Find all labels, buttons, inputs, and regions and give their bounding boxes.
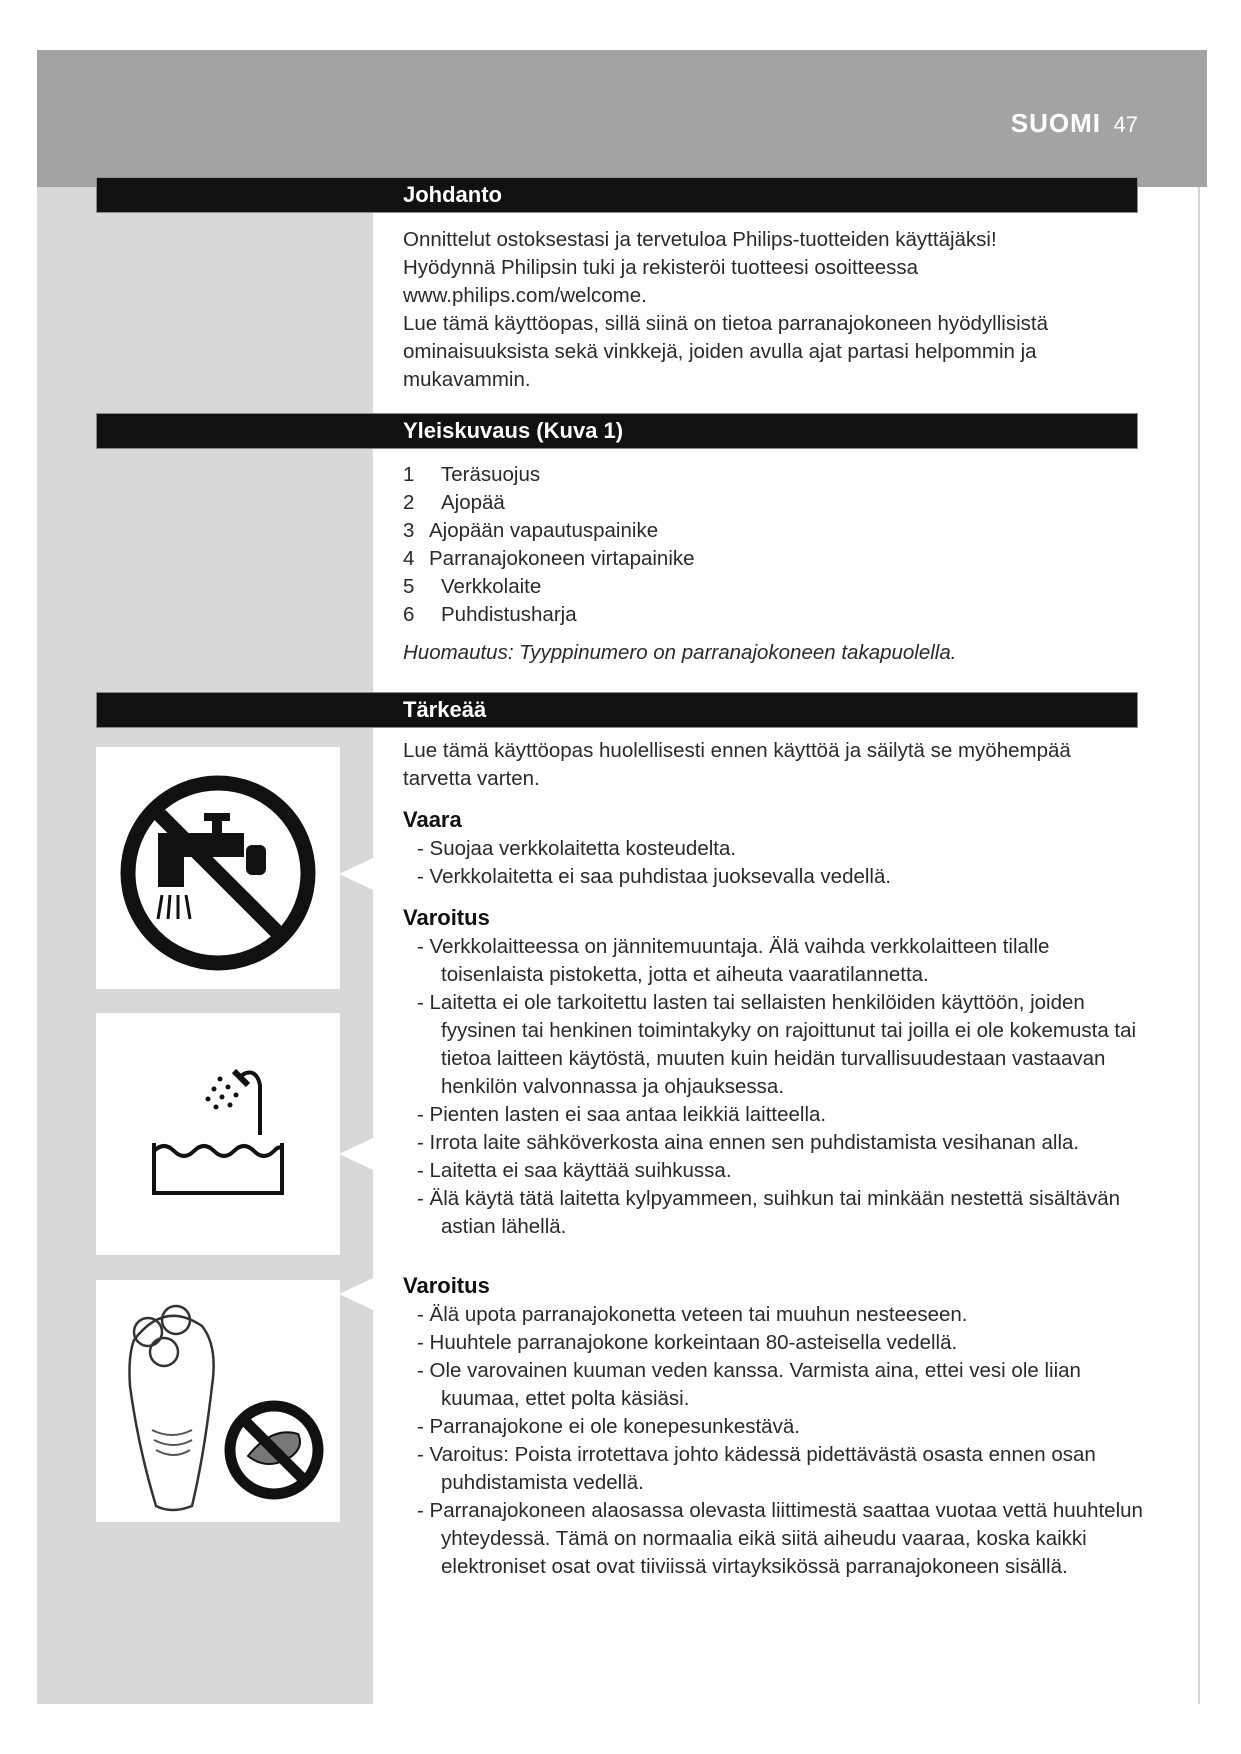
item-label: Parranajokoneen virtapainike xyxy=(429,547,695,570)
section-title: Yleiskuvaus (Kuva 1) xyxy=(403,418,624,443)
list-item: - Parranajokone ei ole konepesunkestävä. xyxy=(403,1413,1143,1441)
list-item: - Huuhtele parranajokone korkeintaan 80-asteisella vedellä. xyxy=(403,1329,1143,1357)
section-header-overview xyxy=(96,413,1138,449)
right-margin-rule xyxy=(1198,187,1200,1704)
list-item: - Älä käytä tätä laitetta kylpyammeen, suihkun tai minkään nestettä sisältävän astian lähellä. xyxy=(403,1185,1143,1241)
list-item xyxy=(403,545,1143,573)
shaver-icon xyxy=(96,1280,340,1522)
intro-line: Onnittelut ostoksestasi ja tervetuloa Philips-tuotteiden käyttäjäksi! xyxy=(403,228,997,251)
item-label: Ajopää xyxy=(441,491,505,514)
list-item xyxy=(403,517,1143,545)
overview-text xyxy=(403,461,1143,667)
danger-heading: Vaara xyxy=(403,807,462,832)
item-number: 3 xyxy=(403,519,415,542)
page-number: 47 xyxy=(1113,112,1138,137)
section-title: Johdanto xyxy=(403,182,502,207)
list-item xyxy=(403,461,1143,489)
item-label: Puhdistusharja xyxy=(441,603,577,626)
list-item: - Laitetta ei saa käyttää suihkussa. xyxy=(403,1157,1143,1185)
language-label: SUOMI xyxy=(1010,108,1101,138)
list-item xyxy=(403,601,1143,629)
list-item: - Älä upota parranajokonetta veteen tai muuhun nesteeseen. xyxy=(403,1301,1143,1329)
list-item xyxy=(403,489,1143,517)
item-label: Verkkolaite xyxy=(441,575,542,598)
item-number: 6 xyxy=(403,603,415,626)
type-number-note: Huomautus: Tyyppinumero on parranajokoneen takapuolella. xyxy=(403,641,957,664)
warning-heading: Varoitus xyxy=(403,905,490,930)
item-number: 1 xyxy=(403,463,415,486)
pointer-notch xyxy=(339,1138,373,1170)
list-item: - Varoitus: Poista irrotettava johto kädessä pidettävästä osasta ennen osan puhdistamista vedellä. xyxy=(403,1441,1143,1497)
list-item: - Irrota laite sähköverkosta aina ennen sen puhdistamista vesihanan alla. xyxy=(403,1129,1143,1157)
bath-shower-icon xyxy=(96,1013,340,1255)
list-item: - Laitetta ei ole tarkoitettu lasten tai sellaisten henkilöiden käyttöön, joiden fyysinen tai henkinen toimintakyky on rajoittunut tai joilla ei ole kokemusta tai tietoa laitteen käytöstä, muuten kuin heidän turvallisuudestaan vastaavan henkilön valvonnassa ja ohjauksessa. xyxy=(403,989,1143,1101)
parts-list xyxy=(403,461,1143,629)
intro-line: Lue tämä käyttöopas, sillä siinä on tietoa parranajokoneen hyödyllisistä xyxy=(403,312,1048,335)
important-intro-line: Lue tämä käyttöopas huolellisesti ennen käyttöä ja säilytä se myöhempää xyxy=(403,739,1071,762)
intro-line: www.philips.com/welcome. xyxy=(403,284,647,307)
list-item: - Suojaa verkkolaitetta kosteudelta. xyxy=(403,835,1143,863)
item-number: 5 xyxy=(403,575,415,598)
item-number: 4 xyxy=(403,547,415,570)
intro-line: Hyödynnä Philipsin tuki ja rekisteröi tuotteesi osoitteessa xyxy=(403,256,919,279)
shaver-no-dishwasher-illustration xyxy=(96,1280,340,1522)
intro-text xyxy=(403,226,1143,394)
danger-list xyxy=(403,835,1143,891)
item-number: 2 xyxy=(403,491,415,514)
intro-line: ominaisuuksista sekä vinkkejä, joiden avulla ajat partasi helpommin ja xyxy=(403,340,1037,363)
list-item: - Ole varovainen kuuman veden kanssa. Varmista aina, ettei vesi ole liian kuumaa, ettet polta käsiäsi. xyxy=(403,1357,1143,1413)
pointer-notch xyxy=(339,1278,373,1310)
no-tap-water-icon xyxy=(96,747,340,989)
section-title: Tärkeää xyxy=(403,697,487,722)
list-item: - Pienten lasten ei saa antaa leikkiä laitteella. xyxy=(403,1101,1143,1129)
important-text xyxy=(403,737,1143,1581)
section-header-important xyxy=(96,692,1138,728)
important-intro-line: tarvetta varten. xyxy=(403,767,540,790)
intro-line: mukavammin. xyxy=(403,368,531,391)
list-item: - Parranajokoneen alaosassa olevasta liittimestä saattaa vuotaa vettä huuhtelun yhteydessä. Tämä on normaalia eikä siitä aiheudu vaaraa, koska kaikki elektroniset osat ovat tiiviissä virtayksikössä parranajokoneen sisällä. xyxy=(403,1497,1143,1581)
item-label: Ajopään vapautuspainike xyxy=(429,519,659,542)
section-header-intro xyxy=(96,177,1138,213)
list-item: - Verkkolaitetta ei saa puhdistaa juoksevalla vedellä. xyxy=(403,863,1143,891)
warning-heading: Varoitus xyxy=(403,1273,490,1298)
pointer-notch xyxy=(339,858,373,890)
list-item: - Verkkolaitteessa on jännitemuuntaja. Älä vaihda verkkolaitteen tilalle toisenlaista pistoketta, jotta et aiheuta vaaratilannetta. xyxy=(403,933,1143,989)
warning-list xyxy=(403,933,1143,1241)
bath-shower-illustration xyxy=(96,1013,340,1255)
no-running-water-illustration xyxy=(96,747,340,989)
list-item xyxy=(403,573,1143,601)
item-label: Teräsuojus xyxy=(441,463,541,486)
warning-list xyxy=(403,1301,1143,1581)
